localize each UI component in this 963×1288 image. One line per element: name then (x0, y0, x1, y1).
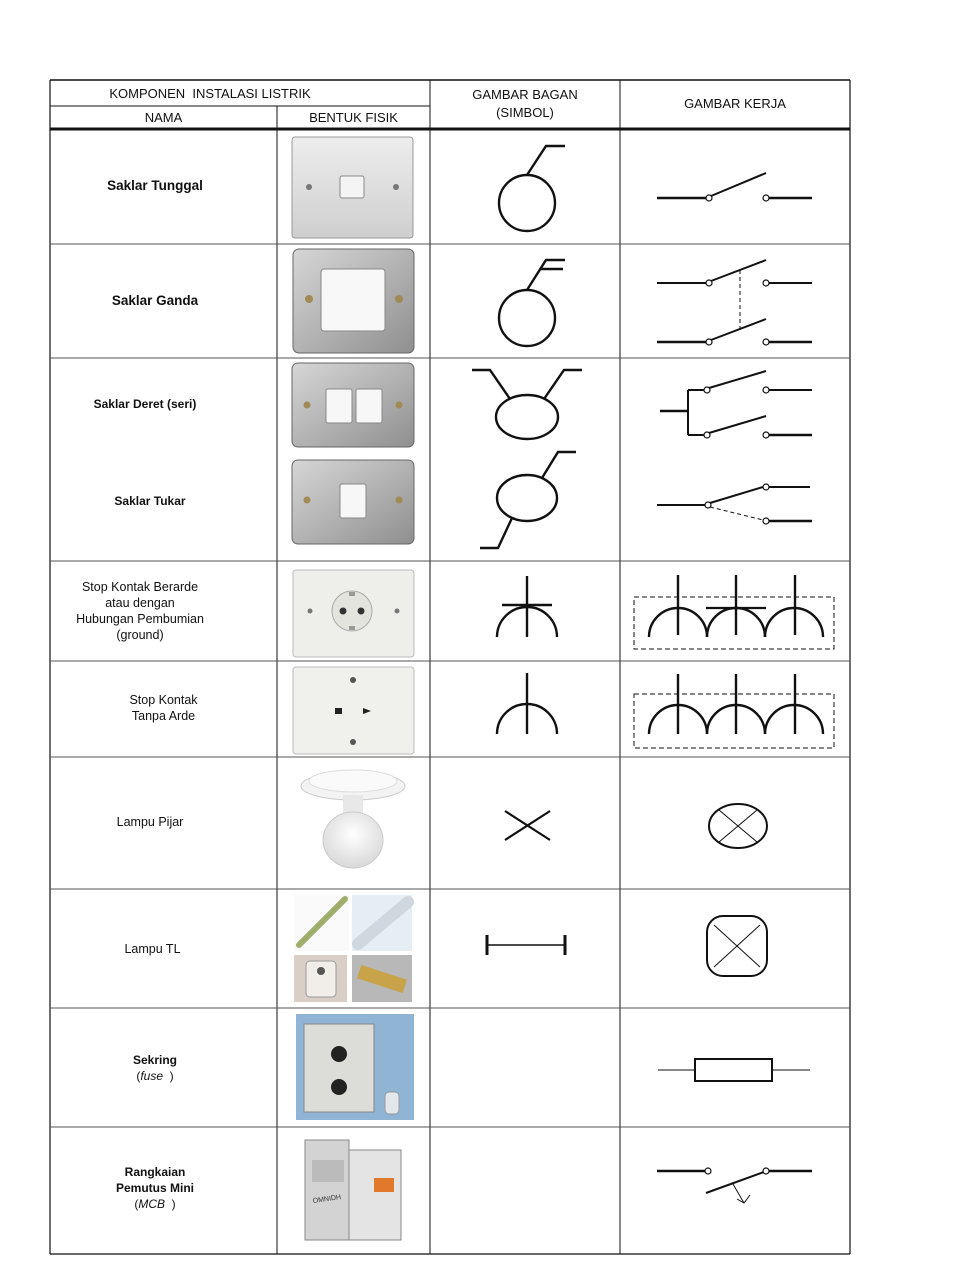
label-mcb (50, 1164, 260, 1212)
label-mcb-open: ( (134, 1197, 139, 1211)
kerja-saklar-deret (660, 371, 812, 438)
header-bentuk-fisik: BENTUK FISIK (309, 110, 398, 125)
symbol-saklar-deret (472, 370, 582, 439)
label-lampu-pijar: Lampu Pijar (116, 815, 184, 829)
kerja-sekring (658, 1059, 810, 1081)
symbol-stop-tanpa-arde (497, 673, 557, 734)
photo-mcb (296, 1133, 411, 1248)
photo-saklar-ganda (293, 249, 414, 353)
photo-saklar-deret (292, 363, 414, 447)
photo-lampu-tl (294, 895, 412, 1002)
label-saklar-tunggal: Saklar Tunggal (107, 178, 203, 193)
photo-saklar-tukar (292, 460, 414, 544)
label-stop-arde-l1: Stop Kontak Berarde (81, 580, 199, 594)
label-sekring (50, 1052, 260, 1084)
header-komponen: KOMPONEN INSTALASI LISTRIK (109, 86, 311, 101)
label-lampu-tl: Lampu TL (124, 942, 181, 956)
kerja-mcb (657, 1168, 812, 1203)
symbol-saklar-tukar (480, 452, 576, 548)
kerja-lampu-tl (707, 916, 767, 976)
symbol-lampu-pijar (505, 811, 550, 840)
label-stop-tanpa-l1: Stop Kontak (129, 693, 198, 707)
header-simbol: (SIMBOL) (496, 105, 554, 120)
label-mcb-close: ) (171, 1197, 176, 1211)
header-gambar-kerja: GAMBAR KERJA (684, 96, 786, 111)
photo-stop-kontak-arde (293, 570, 414, 657)
label-saklar-tukar: Saklar Tukar (114, 494, 186, 508)
label-stop-arde-l4: (ground) (116, 628, 164, 642)
label-sekring-open: ( (136, 1069, 141, 1083)
label-mcb-l3 (50, 1196, 260, 1212)
label-sekring-fuse: fuse (140, 1069, 163, 1083)
label-mcb-l2: Pemutus Mini (115, 1181, 194, 1195)
mcb-device-label: OMNIDH (312, 1194, 342, 1205)
photo-sekring (296, 1014, 414, 1120)
photo-saklar-tunggal (292, 137, 413, 238)
symbol-saklar-tunggal (499, 146, 565, 231)
header-gambar-bagan: GAMBAR BAGAN (472, 87, 578, 102)
photo-lampu-pijar (301, 770, 405, 868)
label-stop-tanpa-l2: Tanpa Arde (131, 709, 196, 723)
kerja-stop-tanpa-arde (634, 674, 834, 748)
label-stop-arde-l2: atau dengan (105, 596, 175, 610)
label-mcb-l1: Rangkaian (124, 1165, 186, 1179)
label-saklar-ganda: Saklar Ganda (111, 293, 199, 308)
kerja-saklar-ganda (657, 260, 812, 345)
photo-stop-kontak-tanpa-arde (293, 667, 414, 754)
kerja-lampu-pijar (709, 804, 767, 848)
label-stop-kontak-arde (50, 579, 230, 643)
label-mcb-abbr: MCB (138, 1197, 165, 1211)
label-stop-arde-l3: Hubungan Pembumian (76, 612, 204, 626)
kerja-saklar-tukar (657, 484, 812, 524)
label-sekring-l1: Sekring (132, 1053, 177, 1067)
label-saklar-deret: Saklar Deret (seri) (93, 397, 197, 411)
symbol-saklar-ganda (499, 260, 565, 346)
label-stop-kontak-tanpa-arde (50, 692, 277, 724)
label-sekring-close: ) (169, 1069, 174, 1083)
header-nama: NAMA (144, 110, 183, 125)
symbol-stop-arde (497, 576, 557, 637)
kerja-saklar-tunggal (657, 173, 812, 201)
symbol-lampu-tl (487, 935, 565, 955)
kerja-stop-arde (634, 575, 834, 649)
label-sekring-l2 (50, 1068, 260, 1084)
